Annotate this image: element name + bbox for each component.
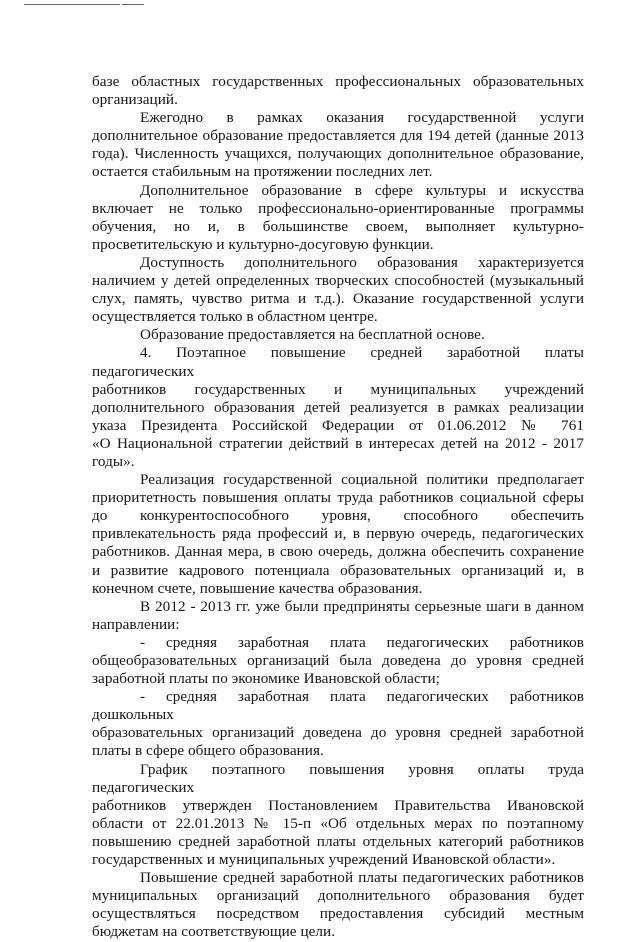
header-rule-long: [24, 4, 120, 5]
text-line: и развитие кадрового потенциала образовательных организаций и, в: [92, 561, 584, 579]
text-line: общеобразовательных организаций была доведена до уровня средней: [92, 652, 584, 669]
text-line: наличием у детей определенных творческих способностей (музыкальный: [92, 272, 584, 290]
text-line: дополнительного образования детей реализуется в рамках реализации: [92, 398, 584, 416]
text-line: муниципальных организаций дополнительного образования будет: [92, 887, 584, 905]
text-line: области от 22.01.2013 № 15-п «Об отдельных мерах по поэтапному: [92, 814, 584, 832]
text-line: работников государственных и муниципальных учреждений: [92, 380, 584, 398]
text-line: бюджетам на соответствующие цели.: [92, 923, 336, 941]
document-body: [92, 73, 584, 942]
text-line: 4. Поэтапное повышение средней заработной платы педагогических: [92, 344, 584, 380]
text-line: конечном счете, повышение качества образования.: [92, 579, 423, 597]
text-line: Реализация государственной социальной политики предполагает: [140, 471, 584, 489]
text-line: работников утвержден Постановлением Правительства Ивановской: [92, 796, 584, 814]
text-line: указа Президента Российской Федерации от 01.06.2012 № 761: [92, 416, 584, 434]
text-line: заработной платы по экономике Ивановской области;: [92, 670, 440, 688]
text-line: остается стабильным на протяжении последних лет.: [92, 163, 433, 181]
text-line: организаций.: [92, 91, 178, 109]
text-line: слух, память, чувство ритма и т.д.). Оказание государственной услуги: [92, 290, 584, 308]
text-line: приоритетность повышения оплаты труда работников социальной сферы: [92, 489, 584, 507]
text-line: образовательных организаций доведена до уровня средней заработной: [92, 724, 584, 742]
text-line: привлекательность ряда профессий и, в первую очередь, педагогических: [92, 525, 584, 543]
text-line: платы в сфере общего образования.: [92, 742, 324, 760]
text-line: - средняя заработная плата педагогических работников дошкольных: [92, 688, 584, 724]
text-line: осуществляется только в областном центре.: [92, 308, 378, 326]
text-line: до конкурентоспособного уровня, способного обеспечить: [92, 507, 584, 525]
text-line: государственных и муниципальных учреждений Ивановской области».: [92, 851, 556, 869]
text-line: осуществляться посредством предоставления субсидий местным: [92, 905, 584, 923]
text-line: Доступность дополнительного образования характеризуется: [140, 253, 584, 271]
text-line: В 2012 - 2013 гг. уже были предприняты серьезные шаги в данном: [140, 597, 584, 615]
text-line: Повышение средней заработной платы педагогических работников: [140, 869, 584, 887]
text-line: работников. Данная мера, в свою очередь, должна обеспечить сохранение: [92, 543, 584, 561]
text-line: График поэтапного повышения уровня оплаты труда педагогических: [92, 760, 584, 796]
text-line: повышению средней заработной платы отдельных категорий работников: [92, 832, 584, 850]
text-line: базе областных государственных профессиональных образовательных: [92, 73, 584, 90]
text-line: просветительскую и культурно-досуговую функции.: [92, 235, 434, 253]
text-line: дополнительное образование предоставляется для 194 детей (данные 2013: [92, 127, 584, 145]
text-line: обучения, но и, в большинстве своем, выполняет культурно-: [92, 217, 584, 235]
text-line: года). Численность учащихся, получающих дополнительное образование,: [92, 145, 584, 163]
text-line: годы».: [92, 452, 135, 470]
text-line: включает не только профессионально-ориентированные программы: [92, 199, 584, 217]
text-line: Ежегодно в рамках оказания государственной услуги: [140, 109, 584, 127]
text-line: «О Национальной стратегии действий в интересах детей на 2012 - 2017: [92, 434, 584, 452]
text-line: Образование предоставляется на бесплатной основе.: [140, 326, 485, 344]
text-line: Дополнительное образование в сфере культуры и искусства: [140, 181, 584, 199]
text-line: направлении:: [92, 615, 180, 633]
header-rule-short: [122, 4, 144, 5]
text-line: - средняя заработная плата педагогических работников: [140, 633, 584, 651]
